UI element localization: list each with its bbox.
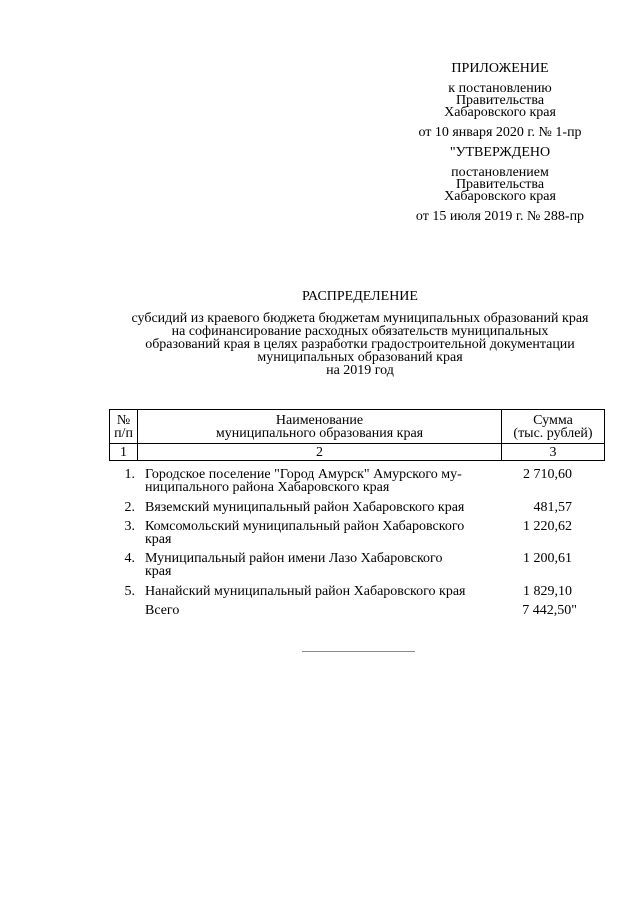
appendix-label: ПРИЛОЖЕНИЕ [451,61,549,76]
title-line: на софинансирование расходных обязательств муниципальных [171,324,549,339]
title-line: муниципальных образований края [257,350,463,365]
title-line: на 2019 год [326,363,394,378]
column-number: 2 [316,445,323,460]
row-name: края [145,532,172,547]
header-line: постановлением [451,165,549,180]
row-sum: 1 200,61 [523,551,572,566]
column-number: 3 [549,445,557,460]
header-line: Хабаровского края [444,189,556,204]
row-sum: 1 829,10 [523,584,572,599]
row-name: Нанайский муниципальный район Хабаровского края [145,584,466,599]
column-header-num: п/п [114,426,133,441]
row-sum: 481,57 [533,500,572,515]
row-sum: 2 710,60 [523,467,572,482]
row-number: 3. [124,519,135,534]
total-value: 7 442,50" [522,603,577,618]
approved-label: "УТВЕРЖДЕНО [449,145,551,160]
row-number: 2. [124,500,135,515]
header-line: Правительства [455,93,545,108]
title-line: субсидий из краевого бюджета бюджетам муниципальных образований края [131,311,589,326]
header-line: к постановлению [448,81,552,96]
row-number: 5. [124,584,135,599]
title-line: образований края в целях разработки градостроительной документации [145,337,575,352]
row-sum: 1 220,62 [523,519,572,534]
row-name: Муниципальный район имени Лазо Хабаровского [145,551,443,566]
header-date: от 15 июля 2019 г. № 288-пр [415,209,585,224]
header-line: Правительства [455,177,545,192]
column-header-name: Наименование [275,413,364,428]
row-name: Комсомольский муниципальный район Хабаровского [145,519,465,534]
table-border-mid [109,443,605,444]
table-border-bottom [109,460,605,461]
table-border-top [109,409,605,410]
column-header-sum: (тыс. рублей) [513,426,593,441]
column-header-sum: Сумма [533,413,573,428]
row-name: Вяземский муниципальный район Хабаровского края [145,500,465,515]
header-date: от 10 января 2020 г. № 1-пр [418,125,582,140]
row-name: Городское поселение "Город Амурск" Амурского му- [145,467,462,482]
document-heading: РАСПРЕДЕЛЕНИЕ [302,289,418,304]
row-number: 4. [124,551,135,566]
column-header-num: № [116,413,131,428]
column-header-name: муниципального образования края [215,426,424,441]
end-separator [302,651,415,652]
row-name: края [145,564,172,579]
row-number: 1. [124,467,135,482]
row-name: ниципального района Хабаровского края [145,480,390,495]
column-number: 1 [120,445,127,460]
total-label: Всего [145,603,180,618]
header-line: Хабаровского края [444,105,556,120]
table-border-right [604,409,605,460]
